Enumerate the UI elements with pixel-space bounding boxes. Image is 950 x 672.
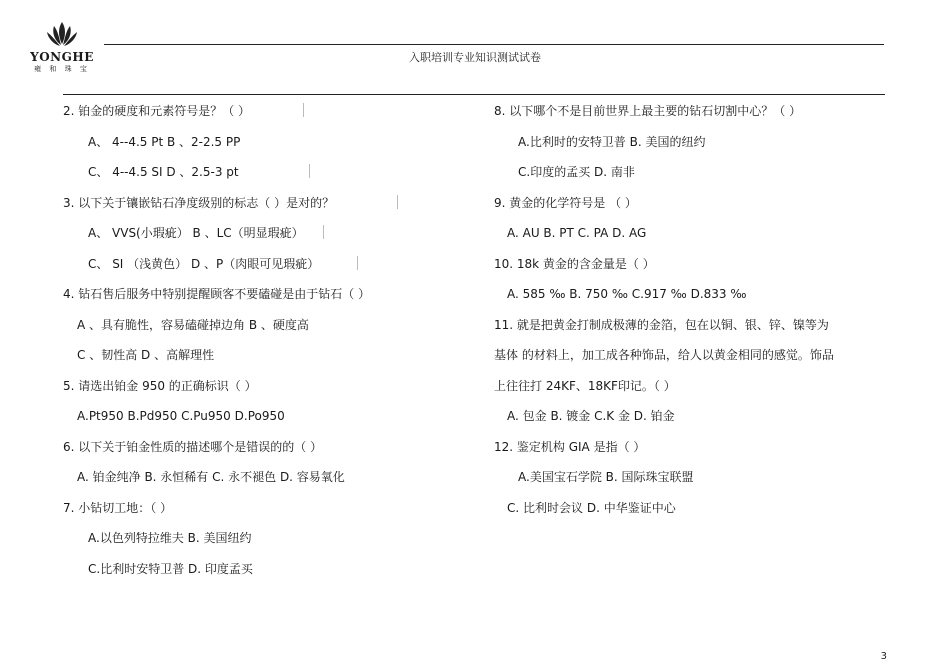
logo-wordmark: YONGHE [30, 50, 94, 64]
question-6: 6. 以下关于铂金性质的描述哪个是错误的的（ ） [63, 440, 323, 454]
question-12-options-cd: C. 比利时会议 D. 中华鉴证中心 [507, 501, 676, 515]
logo-subtitle: 雍 和 珠 宝 [34, 65, 90, 73]
header-rule-top [104, 44, 884, 45]
question-11-options: A. 包金 B. 镀金 C.K 金 D. 铂金 [507, 409, 675, 423]
question-12: 12. 鉴定机构 GIA 是指（ ） [494, 440, 646, 454]
cell-border [323, 225, 324, 239]
cell-border [397, 195, 398, 209]
cell-border [309, 164, 310, 178]
question-3-options-cd: C、 SI （浅黄色） D 、P（肉眼可见瑕疵） [88, 257, 320, 271]
question-6-options: A. 铂金纯净 B. 永恒稀有 C. 永不褪色 D. 容易氧化 [77, 470, 345, 484]
question-4: 4. 钻石售后服务中特别提醒顾客不要磕碰是由于钻石（ ） [63, 287, 371, 301]
question-2: 2. 铂金的硬度和元素符号是？（ ） [63, 104, 251, 118]
question-5-options: A.Pt950 B.Pd950 C.Pu950 D.Po950 [77, 409, 285, 423]
question-3-options-ab: A、 VVS(小瑕疵） B 、LC（明显瑕疵） [88, 226, 304, 240]
question-8-options-cd: C.印度的孟买 D. 南非 [518, 165, 635, 179]
cell-border [303, 103, 304, 117]
question-7-options-ab: A.以色列特拉维夫 B. 美国纽约 [88, 531, 252, 545]
question-11-line-3: 上往往打 24KF、18KF印记。（ ） [494, 379, 676, 393]
document-title: 入职培训专业知识测试试卷 [409, 51, 541, 64]
question-11-line-1: 11. 就是把黄金打制成极薄的金箔，包在以铜、银、锌、镍等为 [494, 318, 829, 332]
question-8-options-ab: A.比利时的安特卫普 B. 美国的纽约 [518, 135, 706, 149]
question-7: 7. 小钻切工地：（ ） [63, 501, 173, 515]
question-10: 10. 18k 黄金的含金量是（ ） [494, 257, 655, 271]
question-10-options: A. 585 ‰ B. 750 ‰ C.917 ‰ D.833 ‰ [507, 287, 747, 301]
question-9: 9. 黄金的化学符号是 （ ） [494, 196, 637, 210]
question-11-line-2: 基体 的材料上，加工成各种饰品，给人以黄金相同的感觉。饰品 [494, 348, 834, 362]
question-3: 3. 以下关于镶嵌钻石净度级别的标志（ ）是对的？ [63, 196, 335, 210]
question-2-options-cd: C、 4--4.5 SI D 、2.5-3 pt [88, 165, 239, 179]
question-8: 8. 以下哪个不是目前世界上最主要的钻石切割中心？（ ） [494, 104, 802, 118]
question-9-options: A. AU B. PT C. PA D. AG [507, 226, 647, 240]
question-4-options-cd: C 、韧性高 D 、高解理性 [77, 348, 215, 362]
question-4-options-ab: A 、具有脆性，容易磕碰掉边角 B 、硬度高 [77, 318, 309, 332]
question-5: 5. 请选出铂金 950 的正确标识（ ） [63, 379, 257, 393]
question-12-options-ab: A.美国宝石学院 B. 国际珠宝联盟 [518, 470, 694, 484]
header-rule-bottom [63, 94, 885, 95]
cell-border [357, 256, 358, 270]
page-number: 3 [880, 651, 887, 662]
lotus-icon [44, 20, 80, 50]
question-7-options-cd: C.比利时安特卫普 D. 印度孟买 [88, 562, 253, 576]
question-2-options-ab: A、 4--4.5 Pt B 、2-2.5 PP [88, 135, 241, 149]
